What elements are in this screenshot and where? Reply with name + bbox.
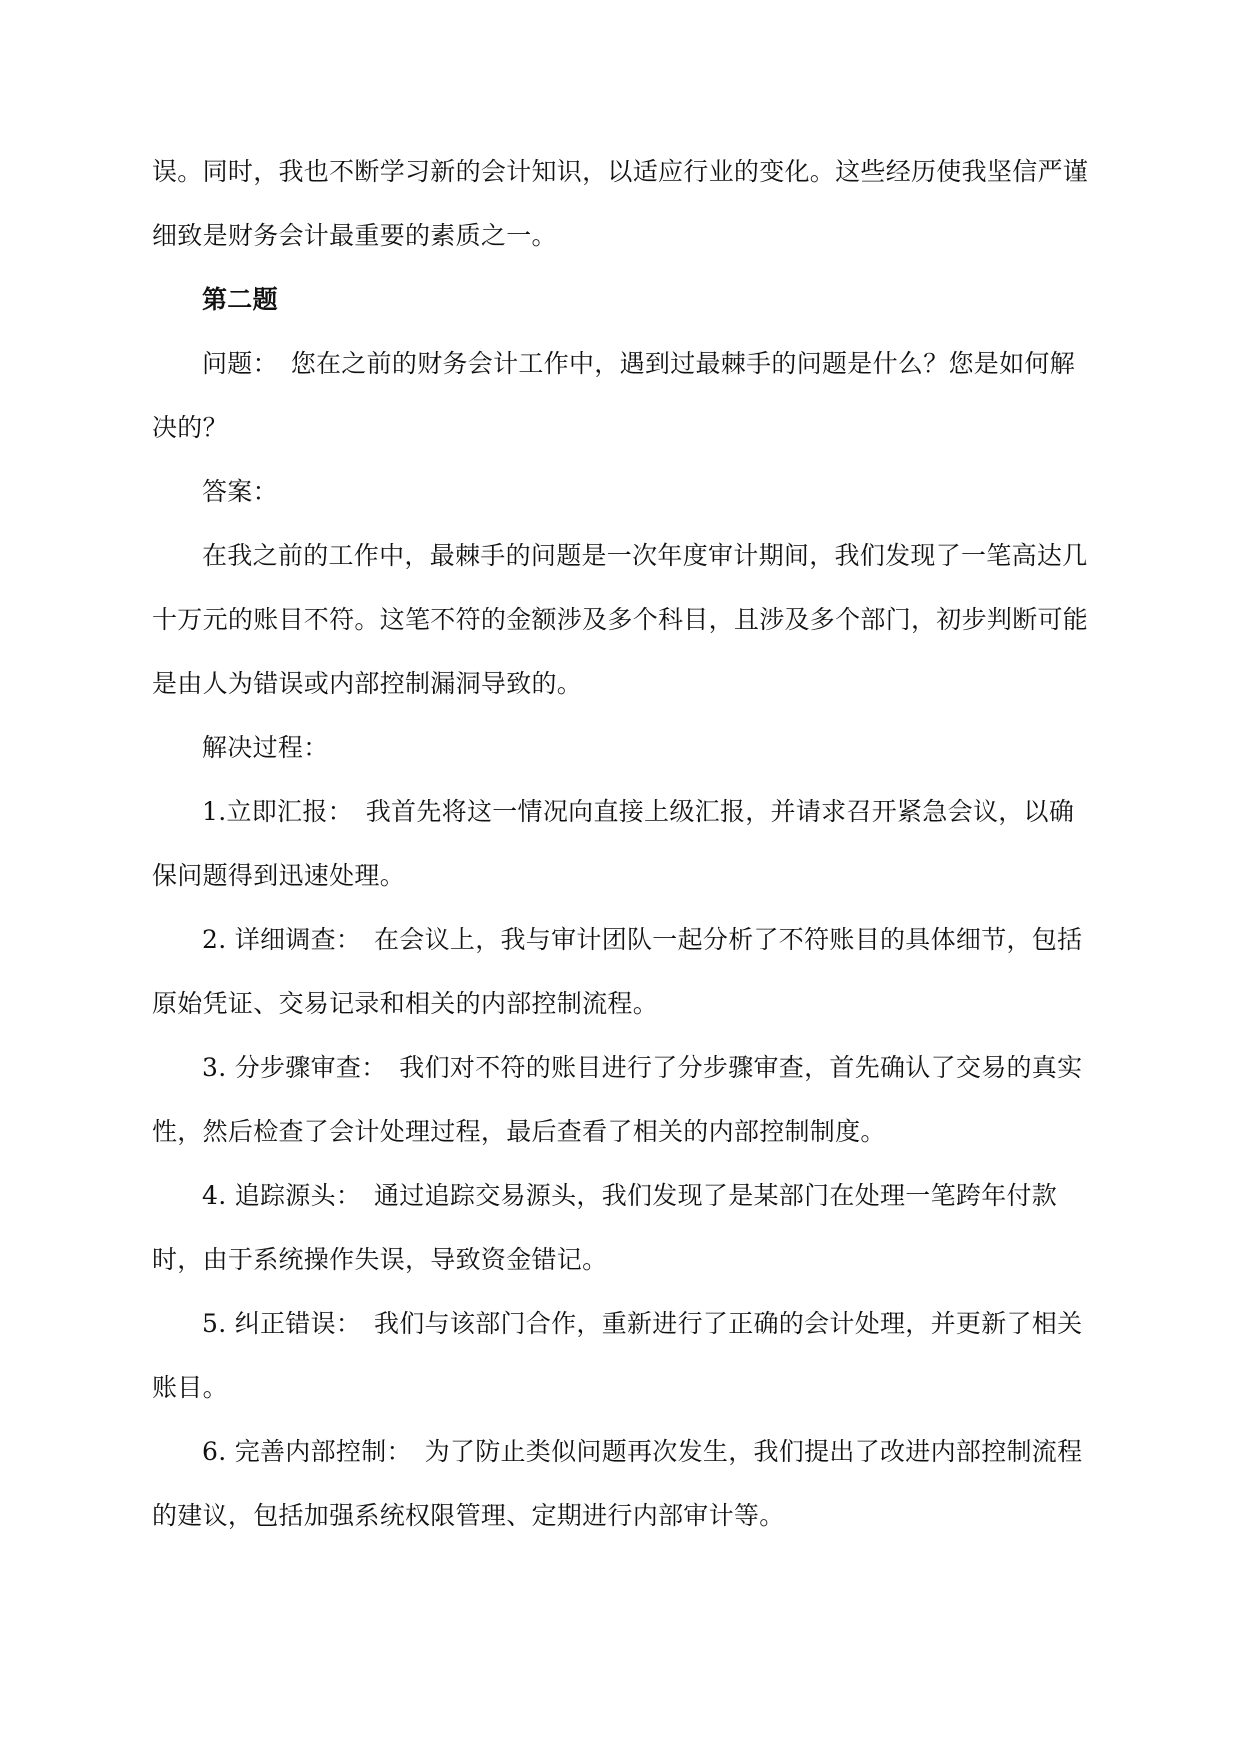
answer-label: 答案： bbox=[202, 477, 278, 506]
document-body bbox=[152, 140, 1092, 1548]
paragraph-continuation: 误。同时，我也不断学习新的会计知识，以适应行业的变化。这些经历使我坚信严谨细致是财务会计最重要的素质之一。 bbox=[152, 157, 1089, 250]
step-1-paragraph: 1.立即汇报： 我首先将这一情况向直接上级汇报，并请求召开紧急会议，以确保问题得到迅速处理。 bbox=[152, 797, 1075, 890]
section-heading: 第二题 bbox=[202, 285, 278, 314]
step-2-paragraph: 2. 详细调查： 在会议上，我与审计团队一起分析了不符账目的具体细节，包括原始凭证、交易记录和相关的内部控制流程。 bbox=[152, 925, 1083, 1018]
process-label: 解决过程： bbox=[202, 733, 329, 762]
step-6-paragraph: 6. 完善内部控制： 为了防止类似问题再次发生，我们提出了改进内部控制流程的建议，包括加强系统权限管理、定期进行内部审计等。 bbox=[152, 1437, 1083, 1530]
answer-paragraph: 在我之前的工作中，最棘手的问题是一次年度审计期间，我们发现了一笔高达几十万元的账目不符。这笔不符的金额涉及多个科目，且涉及多个部门，初步判断可能是由人为错误或内部控制漏洞导致的。 bbox=[152, 541, 1089, 698]
question-paragraph: 问题： 您在之前的财务会计工作中，遇到过最棘手的问题是什么？您是如何解决的？ bbox=[152, 349, 1076, 442]
step-5-paragraph: 5. 纠正错误： 我们与该部门合作，重新进行了正确的会计处理，并更新了相关账目。 bbox=[152, 1309, 1083, 1402]
step-4-paragraph: 4. 追踪源头： 通过追踪交易源头，我们发现了是某部门在处理一笔跨年付款时，由于系统操作失误，导致资金错记。 bbox=[152, 1181, 1058, 1274]
step-3-paragraph: 3. 分步骤审查： 我们对不符的账目进行了分步骤审查，首先确认了交易的真实性，然后检查了会计处理过程，最后查看了相关的内部控制制度。 bbox=[152, 1053, 1083, 1146]
